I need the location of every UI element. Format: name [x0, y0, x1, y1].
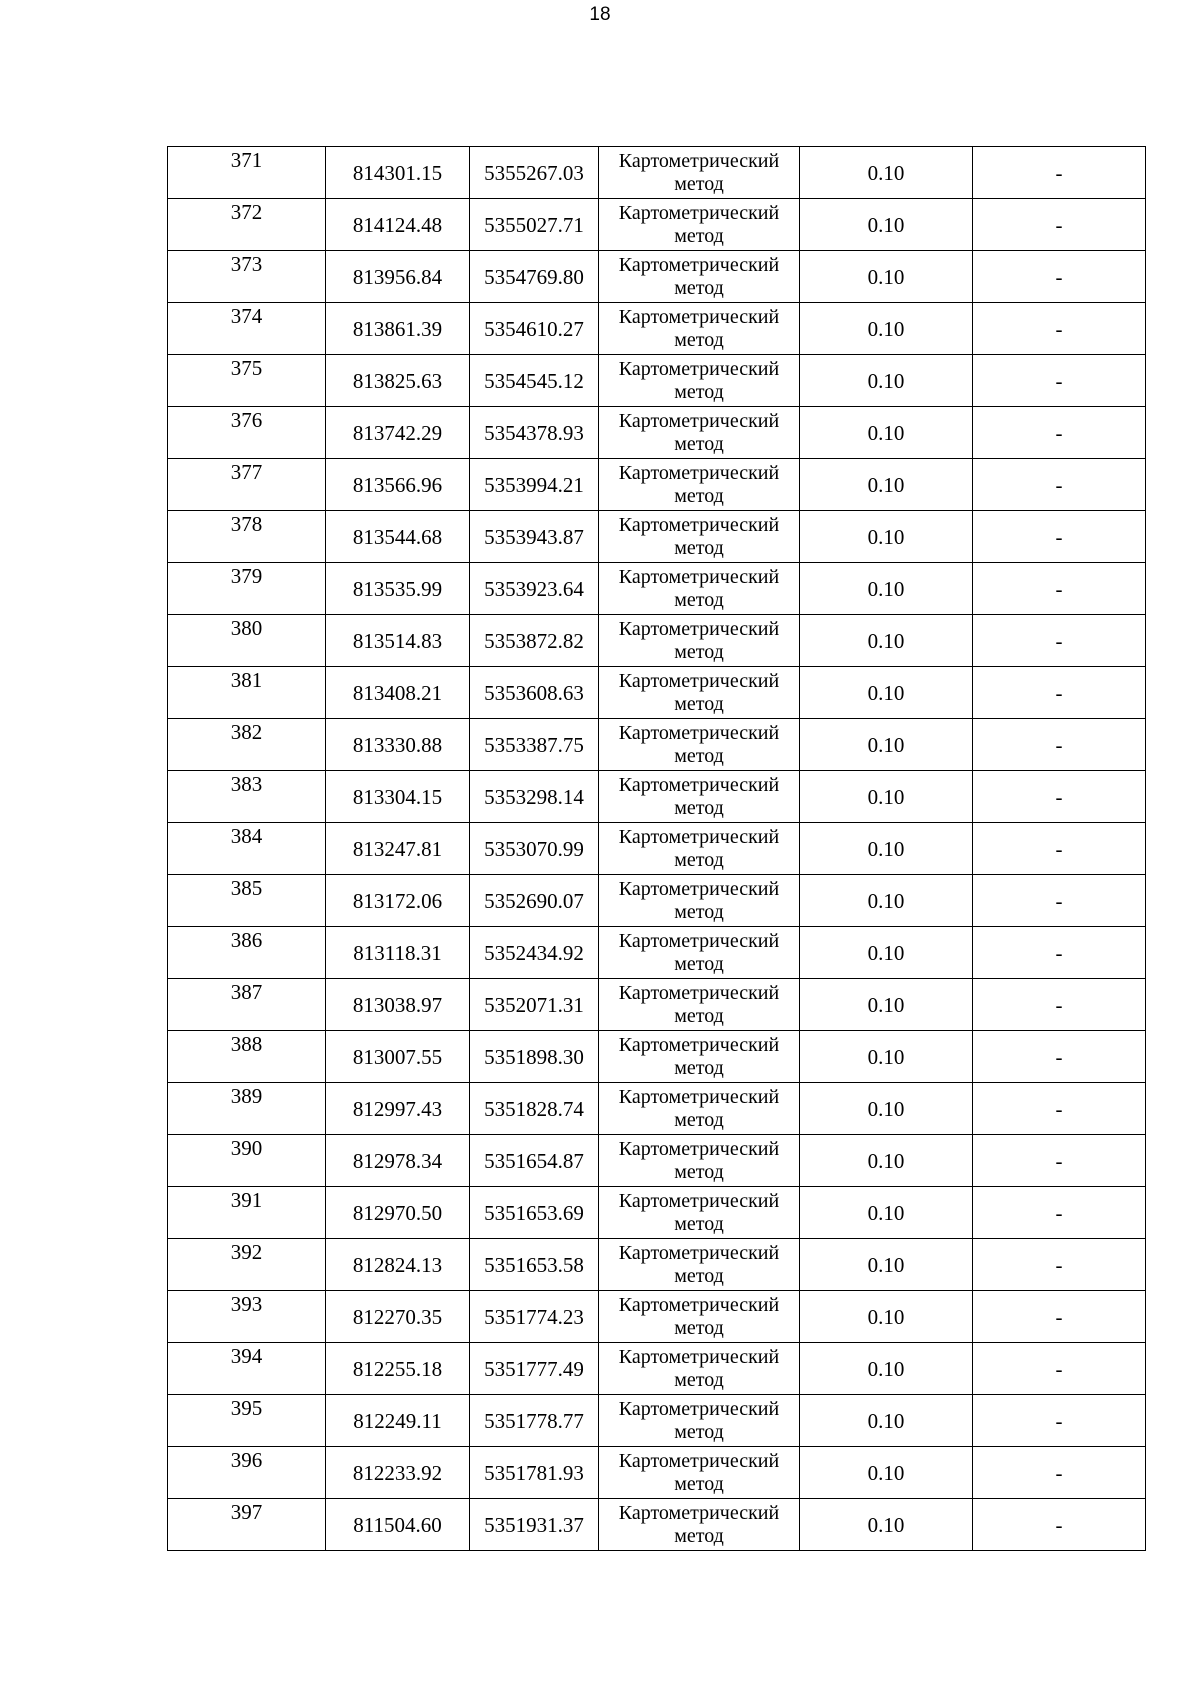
- table-row: [168, 927, 1146, 979]
- accuracy-cell: 0.10: [800, 199, 973, 251]
- table-row: [168, 615, 1146, 667]
- method-cell: [599, 199, 800, 251]
- x-coordinate-cell: 813956.84: [326, 251, 470, 303]
- table-row: [168, 147, 1146, 199]
- point-number-cell: 376: [168, 407, 326, 459]
- method-cell: [599, 1239, 800, 1291]
- method-line-2: метод: [674, 1160, 724, 1183]
- point-number-cell: 386: [168, 927, 326, 979]
- method-cell: [599, 615, 800, 667]
- point-number-cell: 388: [168, 1031, 326, 1083]
- note-cell: -: [973, 511, 1146, 563]
- note-cell: -: [973, 615, 1146, 667]
- method-line-1: Картометрический: [618, 305, 780, 328]
- method-line-2: метод: [674, 1368, 724, 1391]
- method-cell: [599, 719, 800, 771]
- y-coordinate-cell: 5353608.63: [470, 667, 599, 719]
- point-number-cell: 394: [168, 1343, 326, 1395]
- x-coordinate-cell: 813742.29: [326, 407, 470, 459]
- note-cell: -: [973, 563, 1146, 615]
- accuracy-cell: 0.10: [800, 1187, 973, 1239]
- accuracy-cell: 0.10: [800, 355, 973, 407]
- point-number-cell: 378: [168, 511, 326, 563]
- note-cell: -: [973, 459, 1146, 511]
- y-coordinate-cell: 5354545.12: [470, 355, 599, 407]
- y-coordinate-cell: 5352690.07: [470, 875, 599, 927]
- y-coordinate-cell: 5353298.14: [470, 771, 599, 823]
- coordinates-table-body: [168, 147, 1146, 1551]
- note-cell: -: [973, 407, 1146, 459]
- x-coordinate-cell: 813825.63: [326, 355, 470, 407]
- method-cell: [599, 823, 800, 875]
- method-line-1: Картометрический: [618, 1241, 780, 1264]
- method-line-2: метод: [674, 1420, 724, 1443]
- point-number-cell: 371: [168, 147, 326, 199]
- point-number-cell: 395: [168, 1395, 326, 1447]
- accuracy-cell: 0.10: [800, 1291, 973, 1343]
- x-coordinate-cell: 813408.21: [326, 667, 470, 719]
- note-cell: -: [973, 771, 1146, 823]
- method-line-2: метод: [674, 1472, 724, 1495]
- page-number: 18: [589, 4, 611, 25]
- method-line-2: метод: [674, 1004, 724, 1027]
- accuracy-cell: 0.10: [800, 1083, 973, 1135]
- note-cell: -: [973, 303, 1146, 355]
- method-cell: [599, 459, 800, 511]
- note-cell: -: [973, 875, 1146, 927]
- method-line-2: метод: [674, 432, 724, 455]
- accuracy-cell: 0.10: [800, 251, 973, 303]
- method-line-1: Картометрический: [618, 825, 780, 848]
- method-line-1: Картометрический: [618, 1085, 780, 1108]
- note-cell: -: [973, 1499, 1146, 1551]
- method-line-2: метод: [674, 1264, 724, 1287]
- point-number-cell: 374: [168, 303, 326, 355]
- accuracy-cell: 0.10: [800, 927, 973, 979]
- y-coordinate-cell: 5354769.80: [470, 251, 599, 303]
- accuracy-cell: 0.10: [800, 1395, 973, 1447]
- method-line-1: Картометрический: [618, 1189, 780, 1212]
- note-cell: -: [973, 1187, 1146, 1239]
- y-coordinate-cell: 5351931.37: [470, 1499, 599, 1551]
- table-row: [168, 875, 1146, 927]
- coordinates-table: [167, 146, 1146, 1551]
- point-number-cell: 382: [168, 719, 326, 771]
- x-coordinate-cell: 812233.92: [326, 1447, 470, 1499]
- point-number-cell: 392: [168, 1239, 326, 1291]
- method-line-2: метод: [674, 588, 724, 611]
- x-coordinate-cell: 813247.81: [326, 823, 470, 875]
- table-row: [168, 1499, 1146, 1551]
- x-coordinate-cell: 812997.43: [326, 1083, 470, 1135]
- table-row: [168, 771, 1146, 823]
- point-number-cell: 372: [168, 199, 326, 251]
- method-cell: [599, 511, 800, 563]
- accuracy-cell: 0.10: [800, 1343, 973, 1395]
- accuracy-cell: 0.10: [800, 719, 973, 771]
- y-coordinate-cell: 5351653.69: [470, 1187, 599, 1239]
- table-row: [168, 355, 1146, 407]
- x-coordinate-cell: 812249.11: [326, 1395, 470, 1447]
- note-cell: -: [973, 1083, 1146, 1135]
- method-line-1: Картометрический: [618, 357, 780, 380]
- note-cell: -: [973, 1343, 1146, 1395]
- method-line-1: Картометрический: [618, 617, 780, 640]
- x-coordinate-cell: 813566.96: [326, 459, 470, 511]
- x-coordinate-cell: 813514.83: [326, 615, 470, 667]
- method-cell: [599, 1291, 800, 1343]
- note-cell: -: [973, 1031, 1146, 1083]
- method-line-1: Картометрический: [618, 565, 780, 588]
- method-cell: [599, 1447, 800, 1499]
- method-line-2: метод: [674, 224, 724, 247]
- table-row: [168, 1135, 1146, 1187]
- note-cell: -: [973, 199, 1146, 251]
- method-cell: [599, 875, 800, 927]
- method-line-1: Картометрический: [618, 981, 780, 1004]
- note-cell: -: [973, 251, 1146, 303]
- method-line-2: метод: [674, 484, 724, 507]
- y-coordinate-cell: 5351654.87: [470, 1135, 599, 1187]
- method-cell: [599, 771, 800, 823]
- method-line-2: метод: [674, 952, 724, 975]
- method-line-1: Картометрический: [618, 721, 780, 744]
- method-cell: [599, 1031, 800, 1083]
- table-row: [168, 1083, 1146, 1135]
- accuracy-cell: 0.10: [800, 771, 973, 823]
- method-line-2: метод: [674, 1524, 724, 1547]
- note-cell: -: [973, 979, 1146, 1031]
- accuracy-cell: 0.10: [800, 563, 973, 615]
- method-line-2: метод: [674, 380, 724, 403]
- table-row: [168, 1343, 1146, 1395]
- y-coordinate-cell: 5354378.93: [470, 407, 599, 459]
- x-coordinate-cell: 813535.99: [326, 563, 470, 615]
- point-number-cell: 393: [168, 1291, 326, 1343]
- x-coordinate-cell: 811504.60: [326, 1499, 470, 1551]
- point-number-cell: 397: [168, 1499, 326, 1551]
- x-coordinate-cell: 812270.35: [326, 1291, 470, 1343]
- table-row: [168, 823, 1146, 875]
- y-coordinate-cell: 5351778.77: [470, 1395, 599, 1447]
- method-line-2: метод: [674, 1212, 724, 1235]
- point-number-cell: 373: [168, 251, 326, 303]
- point-number-cell: 396: [168, 1447, 326, 1499]
- accuracy-cell: 0.10: [800, 303, 973, 355]
- accuracy-cell: 0.10: [800, 979, 973, 1031]
- method-line-2: метод: [674, 1056, 724, 1079]
- method-cell: [599, 1395, 800, 1447]
- y-coordinate-cell: 5351828.74: [470, 1083, 599, 1135]
- x-coordinate-cell: 812255.18: [326, 1343, 470, 1395]
- point-number-cell: 381: [168, 667, 326, 719]
- point-number-cell: 379: [168, 563, 326, 615]
- y-coordinate-cell: 5353943.87: [470, 511, 599, 563]
- method-line-1: Картометрический: [618, 513, 780, 536]
- table-row: [168, 199, 1146, 251]
- method-line-1: Картометрический: [618, 1397, 780, 1420]
- y-coordinate-cell: 5351781.93: [470, 1447, 599, 1499]
- table-row: [168, 1395, 1146, 1447]
- note-cell: -: [973, 355, 1146, 407]
- accuracy-cell: 0.10: [800, 459, 973, 511]
- point-number-cell: 385: [168, 875, 326, 927]
- method-cell: [599, 407, 800, 459]
- method-line-1: Картометрический: [618, 669, 780, 692]
- method-line-2: метод: [674, 900, 724, 923]
- table-row: [168, 459, 1146, 511]
- note-cell: -: [973, 1447, 1146, 1499]
- y-coordinate-cell: 5355027.71: [470, 199, 599, 251]
- accuracy-cell: 0.10: [800, 1447, 973, 1499]
- accuracy-cell: 0.10: [800, 1239, 973, 1291]
- point-number-cell: 387: [168, 979, 326, 1031]
- note-cell: -: [973, 823, 1146, 875]
- method-line-1: Картометрический: [618, 201, 780, 224]
- y-coordinate-cell: 5353923.64: [470, 563, 599, 615]
- method-line-2: метод: [674, 848, 724, 871]
- x-coordinate-cell: 813544.68: [326, 511, 470, 563]
- y-coordinate-cell: 5351653.58: [470, 1239, 599, 1291]
- table-row: [168, 1447, 1146, 1499]
- method-cell: [599, 1499, 800, 1551]
- x-coordinate-cell: 813330.88: [326, 719, 470, 771]
- x-coordinate-cell: 812824.13: [326, 1239, 470, 1291]
- method-line-2: метод: [674, 172, 724, 195]
- method-cell: [599, 251, 800, 303]
- table-row: [168, 563, 1146, 615]
- x-coordinate-cell: 813007.55: [326, 1031, 470, 1083]
- method-line-2: метод: [674, 328, 724, 351]
- x-coordinate-cell: 813118.31: [326, 927, 470, 979]
- x-coordinate-cell: 814124.48: [326, 199, 470, 251]
- note-cell: -: [973, 147, 1146, 199]
- point-number-cell: 391: [168, 1187, 326, 1239]
- accuracy-cell: 0.10: [800, 1499, 973, 1551]
- table-row: [168, 407, 1146, 459]
- note-cell: -: [973, 667, 1146, 719]
- method-line-2: метод: [674, 640, 724, 663]
- method-cell: [599, 303, 800, 355]
- accuracy-cell: 0.10: [800, 407, 973, 459]
- method-line-1: Картометрический: [618, 1345, 780, 1368]
- method-line-1: Картометрический: [618, 1501, 780, 1524]
- method-cell: [599, 927, 800, 979]
- accuracy-cell: 0.10: [800, 511, 973, 563]
- method-line-2: метод: [674, 1316, 724, 1339]
- method-line-1: Картометрический: [618, 773, 780, 796]
- y-coordinate-cell: 5352071.31: [470, 979, 599, 1031]
- y-coordinate-cell: 5353872.82: [470, 615, 599, 667]
- method-cell: [599, 1187, 800, 1239]
- accuracy-cell: 0.10: [800, 823, 973, 875]
- table-row: [168, 1187, 1146, 1239]
- point-number-cell: 383: [168, 771, 326, 823]
- note-cell: -: [973, 719, 1146, 771]
- method-line-2: метод: [674, 744, 724, 767]
- y-coordinate-cell: 5355267.03: [470, 147, 599, 199]
- y-coordinate-cell: 5351898.30: [470, 1031, 599, 1083]
- y-coordinate-cell: 5353387.75: [470, 719, 599, 771]
- point-number-cell: 380: [168, 615, 326, 667]
- table-row: [168, 251, 1146, 303]
- note-cell: -: [973, 1239, 1146, 1291]
- table-row: [168, 1031, 1146, 1083]
- x-coordinate-cell: 813172.06: [326, 875, 470, 927]
- method-line-2: метод: [674, 536, 724, 559]
- x-coordinate-cell: 813861.39: [326, 303, 470, 355]
- accuracy-cell: 0.10: [800, 615, 973, 667]
- y-coordinate-cell: 5353994.21: [470, 459, 599, 511]
- table-row: [168, 1291, 1146, 1343]
- accuracy-cell: 0.10: [800, 875, 973, 927]
- y-coordinate-cell: 5351774.23: [470, 1291, 599, 1343]
- accuracy-cell: 0.10: [800, 667, 973, 719]
- x-coordinate-cell: 813304.15: [326, 771, 470, 823]
- table-row: [168, 511, 1146, 563]
- y-coordinate-cell: 5354610.27: [470, 303, 599, 355]
- method-line-1: Картометрический: [618, 877, 780, 900]
- accuracy-cell: 0.10: [800, 1031, 973, 1083]
- method-cell: [599, 1343, 800, 1395]
- method-line-2: метод: [674, 796, 724, 819]
- note-cell: -: [973, 1135, 1146, 1187]
- point-number-cell: 389: [168, 1083, 326, 1135]
- method-line-1: Картометрический: [618, 1449, 780, 1472]
- note-cell: -: [973, 1395, 1146, 1447]
- method-line-2: метод: [674, 1108, 724, 1131]
- point-number-cell: 377: [168, 459, 326, 511]
- method-cell: [599, 1083, 800, 1135]
- method-line-1: Картометрический: [618, 253, 780, 276]
- method-line-1: Картометрический: [618, 1137, 780, 1160]
- method-line-1: Картометрический: [618, 461, 780, 484]
- method-line-1: Картометрический: [618, 1033, 780, 1056]
- x-coordinate-cell: 812970.50: [326, 1187, 470, 1239]
- method-cell: [599, 147, 800, 199]
- accuracy-cell: 0.10: [800, 147, 973, 199]
- note-cell: -: [973, 927, 1146, 979]
- table-row: [168, 303, 1146, 355]
- method-line-1: Картометрический: [618, 409, 780, 432]
- method-cell: [599, 1135, 800, 1187]
- accuracy-cell: 0.10: [800, 1135, 973, 1187]
- table-row: [168, 667, 1146, 719]
- method-cell: [599, 563, 800, 615]
- method-line-1: Картометрический: [618, 1293, 780, 1316]
- y-coordinate-cell: 5353070.99: [470, 823, 599, 875]
- method-line-2: метод: [674, 692, 724, 715]
- method-line-1: Картометрический: [618, 929, 780, 952]
- method-cell: [599, 355, 800, 407]
- method-cell: [599, 667, 800, 719]
- point-number-cell: 375: [168, 355, 326, 407]
- method-line-2: метод: [674, 276, 724, 299]
- y-coordinate-cell: 5352434.92: [470, 927, 599, 979]
- x-coordinate-cell: 813038.97: [326, 979, 470, 1031]
- table-row: [168, 719, 1146, 771]
- point-number-cell: 384: [168, 823, 326, 875]
- method-cell: [599, 979, 800, 1031]
- method-line-1: Картометрический: [618, 149, 780, 172]
- point-number-cell: 390: [168, 1135, 326, 1187]
- note-cell: -: [973, 1291, 1146, 1343]
- table-row: [168, 1239, 1146, 1291]
- table-row: [168, 979, 1146, 1031]
- x-coordinate-cell: 814301.15: [326, 147, 470, 199]
- y-coordinate-cell: 5351777.49: [470, 1343, 599, 1395]
- x-coordinate-cell: 812978.34: [326, 1135, 470, 1187]
